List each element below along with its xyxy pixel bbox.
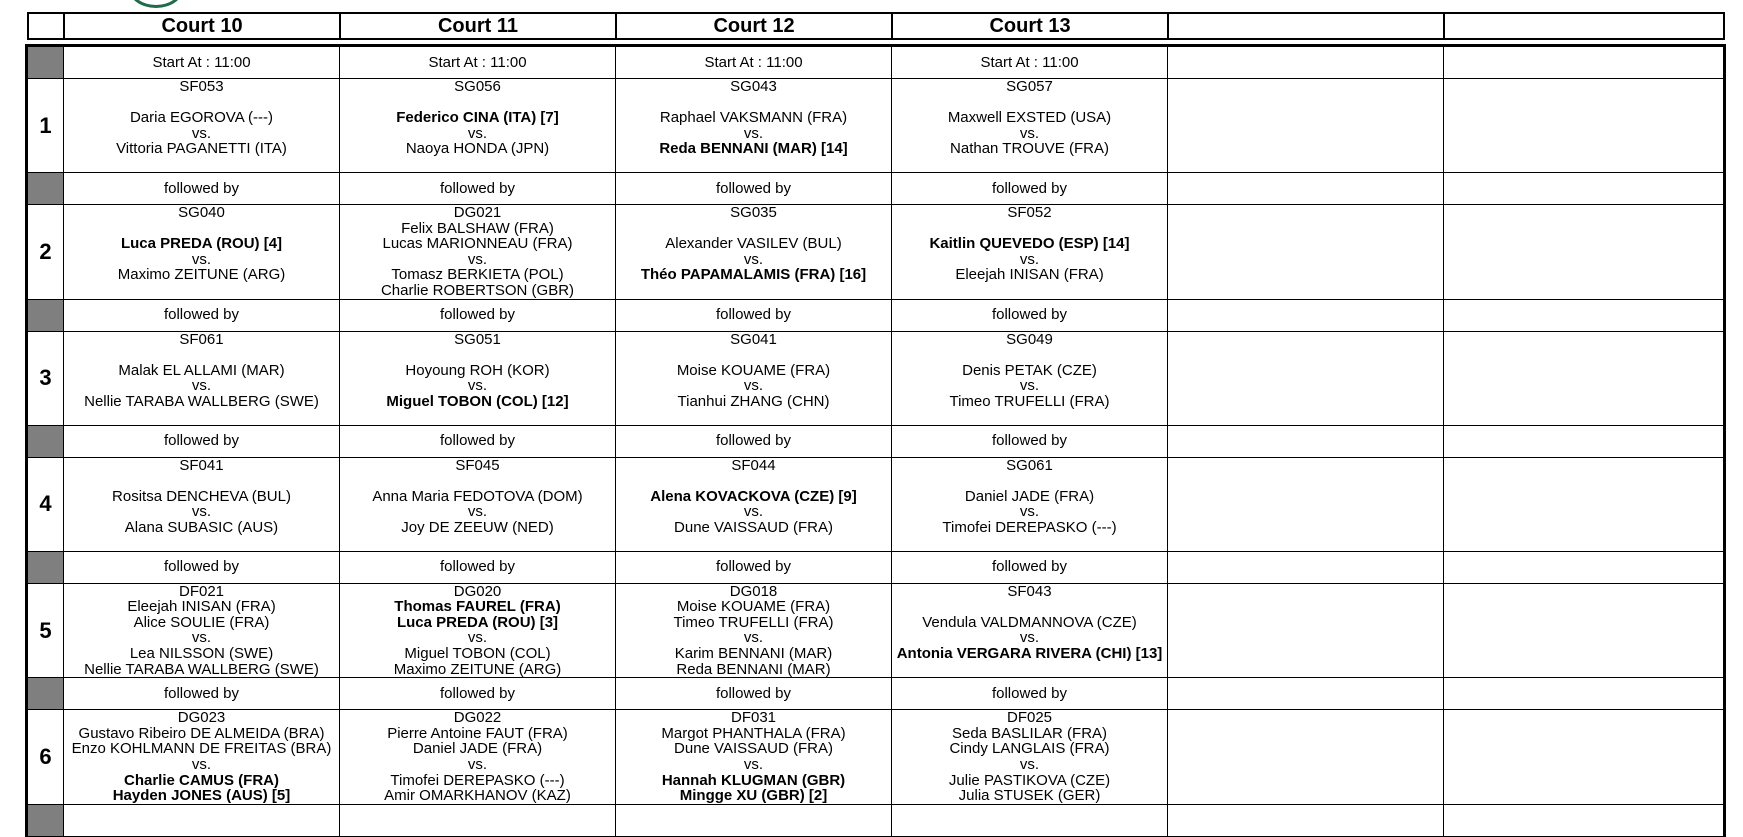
player-name: Julia STUSEK (GER) (958, 787, 1101, 805)
separator-cell: Start At : 11:00 (64, 47, 340, 79)
separator-cell: followed by (892, 299, 1168, 331)
separator-cell (1444, 551, 1724, 583)
player-name: Nellie TARABA WALLBERG (SWE) (84, 660, 319, 678)
separator-cell: followed by (892, 551, 1168, 583)
player-name: Margot PHANTHALA (FRA) (661, 724, 846, 742)
empty-cell (1168, 583, 1444, 678)
separator-row (28, 47, 1724, 79)
round-number: 4 (28, 457, 64, 551)
separator-cell (616, 804, 892, 836)
separator-cell: followed by (64, 299, 340, 331)
empty-cell (1444, 331, 1724, 425)
match-code: SG035 (730, 204, 777, 221)
versus-label: vs. (743, 629, 764, 647)
row-marker (28, 425, 64, 457)
versus-label: vs. (191, 503, 212, 521)
player-name: Joy DE ZEEUW (NED) (401, 518, 554, 536)
separator-cell (1444, 299, 1724, 331)
match-cell (616, 583, 892, 678)
match-code: DF031 (730, 709, 777, 727)
empty-cell (1444, 205, 1724, 300)
separator-cell: followed by (892, 173, 1168, 205)
separator-cell: followed by (340, 425, 616, 457)
player-name: Maxwell EXSTED (USA) (947, 109, 1112, 127)
court-header (27, 12, 1725, 40)
player-name: Hannah KLUGMAN (GBR) (661, 771, 846, 789)
empty-cell (1168, 710, 1444, 805)
player-name: Timofei DEREPASKO (---) (942, 518, 1117, 536)
match-code: SF044 (731, 457, 776, 474)
match-row (28, 79, 1724, 173)
player-name: Hoyoung ROH (KOR) (405, 361, 550, 379)
versus-label: vs. (1019, 250, 1040, 268)
match-cell (64, 331, 340, 425)
versus-label: vs. (191, 250, 212, 268)
player-name: Daria EGOROVA (---) (129, 109, 274, 127)
separator-cell: followed by (616, 299, 892, 331)
versus-label: vs. (467, 629, 488, 647)
separator-row (28, 678, 1724, 710)
match-code: SG040 (178, 204, 225, 221)
match-cell (64, 710, 340, 805)
match-cell (616, 79, 892, 173)
separator-cell (340, 804, 616, 836)
match-cell (892, 205, 1168, 300)
round-number: 1 (28, 79, 64, 173)
separator-cell (1444, 173, 1724, 205)
match-code: SG056 (454, 78, 501, 95)
versus-label: vs. (191, 755, 212, 773)
match-code: DG021 (453, 204, 502, 221)
player-name: Felix BALSHAW (FRA) (401, 219, 554, 237)
versus-label: vs. (743, 755, 764, 773)
player-name: Lucas MARIONNEAU (FRA) (382, 235, 573, 253)
player-name: Alana SUBASIC (AUS) (124, 518, 279, 536)
round-number: 5 (28, 583, 64, 678)
match-cell (616, 205, 892, 300)
player-name: Luca PREDA (ROU) [3] (396, 613, 559, 631)
versus-label: vs. (743, 250, 764, 268)
separator-cell: followed by (616, 425, 892, 457)
separator-row (28, 173, 1724, 205)
empty-cell (1444, 710, 1724, 805)
match-code: SF041 (179, 457, 224, 474)
separator-cell: followed by (616, 551, 892, 583)
player-name: Federico CINA (ITA) [7] (396, 109, 559, 127)
court-title: Court 13 (892, 13, 1168, 39)
player-name: Miguel TOBON (COL) [12] (386, 392, 569, 410)
versus-label: vs. (467, 503, 488, 521)
match-code: SG057 (1006, 78, 1053, 95)
player-name: Maximo ZEITUNE (ARG) (393, 660, 562, 678)
separator-cell: followed by (64, 173, 340, 205)
header-corner (28, 13, 64, 39)
match-code: DG020 (453, 583, 502, 600)
player-name: Vendula VALDMANNOVA (CZE) (922, 613, 1137, 631)
match-cell (892, 457, 1168, 551)
player-name: Moise KOUAME (FRA) (676, 361, 831, 379)
player-name: Naoya HONDA (JPN) (405, 140, 550, 158)
match-code: DF021 (178, 583, 225, 600)
player-name: Mingge XU (GBR) [2] (679, 787, 828, 805)
match-cell (64, 457, 340, 551)
player-name: Théo PAPAMALAMIS (FRA) [16] (640, 266, 867, 284)
player-name: Nathan TROUVE (FRA) (950, 140, 1109, 158)
match-code: DG022 (453, 709, 502, 727)
match-cell (892, 710, 1168, 805)
versus-label: vs. (743, 503, 764, 521)
match-code: SF045 (455, 457, 500, 474)
player-name: Luca PREDA (ROU) [4] (120, 235, 283, 253)
match-cell (892, 79, 1168, 173)
match-code: SG041 (730, 331, 777, 348)
match-code: SF043 (1007, 583, 1052, 600)
court-title: Court 11 (340, 13, 616, 39)
court-title (1168, 13, 1444, 39)
versus-label: vs. (467, 250, 488, 268)
player-name: Julie PASTIKOVA (CZE) (948, 771, 1111, 789)
player-name: Eleejah INISAN (FRA) (955, 266, 1104, 284)
separator-row (28, 299, 1724, 331)
player-name: Alena KOVACKOVA (CZE) [9] (650, 487, 857, 505)
player-name: Timeo TRUFELLI (FRA) (673, 613, 834, 631)
empty-cell (1168, 331, 1444, 425)
player-name: Denis PETAK (CZE) (962, 361, 1097, 379)
separator-cell (1168, 47, 1444, 79)
separator-cell: followed by (64, 425, 340, 457)
player-name: Antonia VERGARA RIVERA (CHI) [13] (896, 644, 1163, 662)
row-marker (28, 804, 64, 836)
match-code: SF052 (1007, 204, 1052, 221)
separator-cell: followed by (340, 299, 616, 331)
match-cell (340, 331, 616, 425)
player-name: Anna Maria FEDOTOVA (DOM) (372, 487, 583, 505)
match-cell (616, 710, 892, 805)
match-cell (892, 583, 1168, 678)
court-title (1444, 13, 1724, 39)
separator-cell: Start At : 11:00 (892, 47, 1168, 79)
separator-cell (1168, 173, 1444, 205)
player-name: Dune VAISSAUD (FRA) (674, 740, 833, 758)
round-number: 3 (28, 331, 64, 425)
player-name: Daniel JADE (FRA) (412, 740, 543, 758)
player-name: Thomas FAUREL (FRA) (394, 598, 561, 616)
player-name: Daniel JADE (FRA) (964, 487, 1095, 505)
player-name: Gustavo Ribeiro DE ALMEIDA (BRA) (78, 724, 325, 742)
empty-cell (1444, 79, 1724, 173)
versus-label: vs. (1019, 755, 1040, 773)
match-row (28, 457, 1724, 551)
separator-cell: followed by (64, 551, 340, 583)
match-row (28, 583, 1724, 678)
separator-cell (1444, 678, 1724, 710)
separator-cell: followed by (64, 678, 340, 710)
order-of-play-grid (27, 46, 1724, 837)
empty-cell (1168, 205, 1444, 300)
player-name: Charlie CAMUS (FRA) (123, 771, 279, 789)
player-name: Seda BASLILAR (FRA) (951, 724, 1108, 742)
player-name: Cindy LANGLAIS (FRA) (949, 740, 1110, 758)
player-name: Lea NILSSON (SWE) (129, 644, 274, 662)
match-cell (616, 331, 892, 425)
player-name: Dune VAISSAUD (FRA) (674, 518, 833, 536)
separator-cell: followed by (892, 678, 1168, 710)
match-code: DG018 (729, 583, 778, 600)
match-code: DF025 (1006, 709, 1053, 727)
match-cell (340, 583, 616, 678)
versus-label: vs. (743, 377, 764, 395)
separator-cell: followed by (340, 173, 616, 205)
court-title: Court 12 (616, 13, 892, 39)
separator-cell: Start At : 11:00 (616, 47, 892, 79)
player-name: Timofei DEREPASKO (---) (390, 771, 565, 789)
player-name: Nellie TARABA WALLBERG (SWE) (84, 392, 319, 410)
player-name: Maximo ZEITUNE (ARG) (117, 266, 286, 284)
versus-label: vs. (1019, 629, 1040, 647)
separator-cell: followed by (892, 425, 1168, 457)
match-code: SG061 (1006, 457, 1053, 474)
player-name: Malak EL ALLAMI (MAR) (118, 361, 285, 379)
player-name: Alice SOULIE (FRA) (133, 613, 270, 631)
player-name: Pierre Antoine FAUT (FRA) (387, 724, 568, 742)
match-code: SG051 (454, 331, 501, 348)
separator-cell (1168, 425, 1444, 457)
separator-cell (1168, 299, 1444, 331)
match-row (28, 331, 1724, 425)
row-marker (28, 678, 64, 710)
versus-label: vs. (191, 629, 212, 647)
player-name: Charlie ROBERTSON (GBR) (380, 281, 575, 299)
match-cell (340, 457, 616, 551)
separator-cell (1168, 551, 1444, 583)
player-name: Hayden JONES (AUS) [5] (112, 787, 291, 805)
separator-cell (1444, 425, 1724, 457)
separator-cell: followed by (616, 173, 892, 205)
player-name: Reda BENNANI (MAR) (676, 660, 831, 678)
match-code: DG023 (177, 709, 226, 727)
row-marker (28, 47, 64, 79)
separator-cell: followed by (616, 678, 892, 710)
match-code: SG049 (1006, 331, 1053, 348)
separator-cell (1168, 678, 1444, 710)
versus-label: vs. (191, 124, 212, 142)
match-cell (340, 79, 616, 173)
match-code: SF053 (179, 78, 224, 95)
versus-label: vs. (191, 377, 212, 395)
separator-cell: followed by (340, 551, 616, 583)
match-row (28, 710, 1724, 805)
versus-label: vs. (743, 124, 764, 142)
row-marker (28, 299, 64, 331)
versus-label: vs. (1019, 503, 1040, 521)
player-name: Timeo TRUFELLI (FRA) (949, 392, 1110, 410)
player-name: Reda BENNANI (MAR) [14] (659, 140, 848, 158)
separator-row (28, 551, 1724, 583)
separator-cell: followed by (340, 678, 616, 710)
match-code: SF061 (179, 331, 224, 348)
versus-label: vs. (1019, 124, 1040, 142)
separator-cell (1444, 804, 1724, 836)
player-name: Miguel TOBON (COL) (404, 644, 551, 662)
player-name: Alexander VASILEV (BUL) (665, 235, 842, 253)
tournament-logo (128, 0, 184, 8)
player-name: Karim BENNANI (MAR) (674, 644, 833, 662)
match-cell (64, 205, 340, 300)
separator-cell: Start At : 11:00 (340, 47, 616, 79)
match-cell (616, 457, 892, 551)
match-cell (64, 583, 340, 678)
match-cell (892, 331, 1168, 425)
versus-label: vs. (467, 755, 488, 773)
match-code: SG043 (730, 78, 777, 95)
row-marker (28, 173, 64, 205)
match-cell (64, 79, 340, 173)
player-name: Tianhui ZHANG (CHN) (677, 392, 830, 410)
separator-row (28, 425, 1724, 457)
player-name: Amir OMARKHANOV (KAZ) (384, 787, 571, 805)
separator-cell (1444, 47, 1724, 79)
match-row (28, 205, 1724, 300)
empty-cell (1168, 79, 1444, 173)
empty-cell (1168, 457, 1444, 551)
player-name: Moise KOUAME (FRA) (676, 598, 831, 616)
player-name: Kaitlin QUEVEDO (ESP) [14] (929, 235, 1130, 253)
player-name: Vittoria PAGANETTI (ITA) (116, 140, 287, 158)
player-name: Rositsa DENCHEVA (BUL) (112, 487, 291, 505)
player-name: Tomasz BERKIETA (POL) (391, 266, 564, 284)
player-name: Eleejah INISAN (FRA) (127, 598, 276, 616)
round-number: 6 (28, 710, 64, 805)
empty-cell (1444, 457, 1724, 551)
match-cell (340, 205, 616, 300)
versus-label: vs. (1019, 377, 1040, 395)
versus-label: vs. (467, 377, 488, 395)
separator-row (28, 804, 1724, 836)
player-name: Raphael VAKSMANN (FRA) (659, 109, 848, 127)
separator-cell (64, 804, 340, 836)
separator-cell (892, 804, 1168, 836)
separator-cell (1168, 804, 1444, 836)
player-name: Enzo KOHLMANN DE FREITAS (BRA) (71, 740, 332, 758)
row-marker (28, 551, 64, 583)
match-cell (340, 710, 616, 805)
round-number: 2 (28, 205, 64, 300)
court-title: Court 10 (64, 13, 340, 39)
versus-label: vs. (467, 124, 488, 142)
empty-cell (1444, 583, 1724, 678)
